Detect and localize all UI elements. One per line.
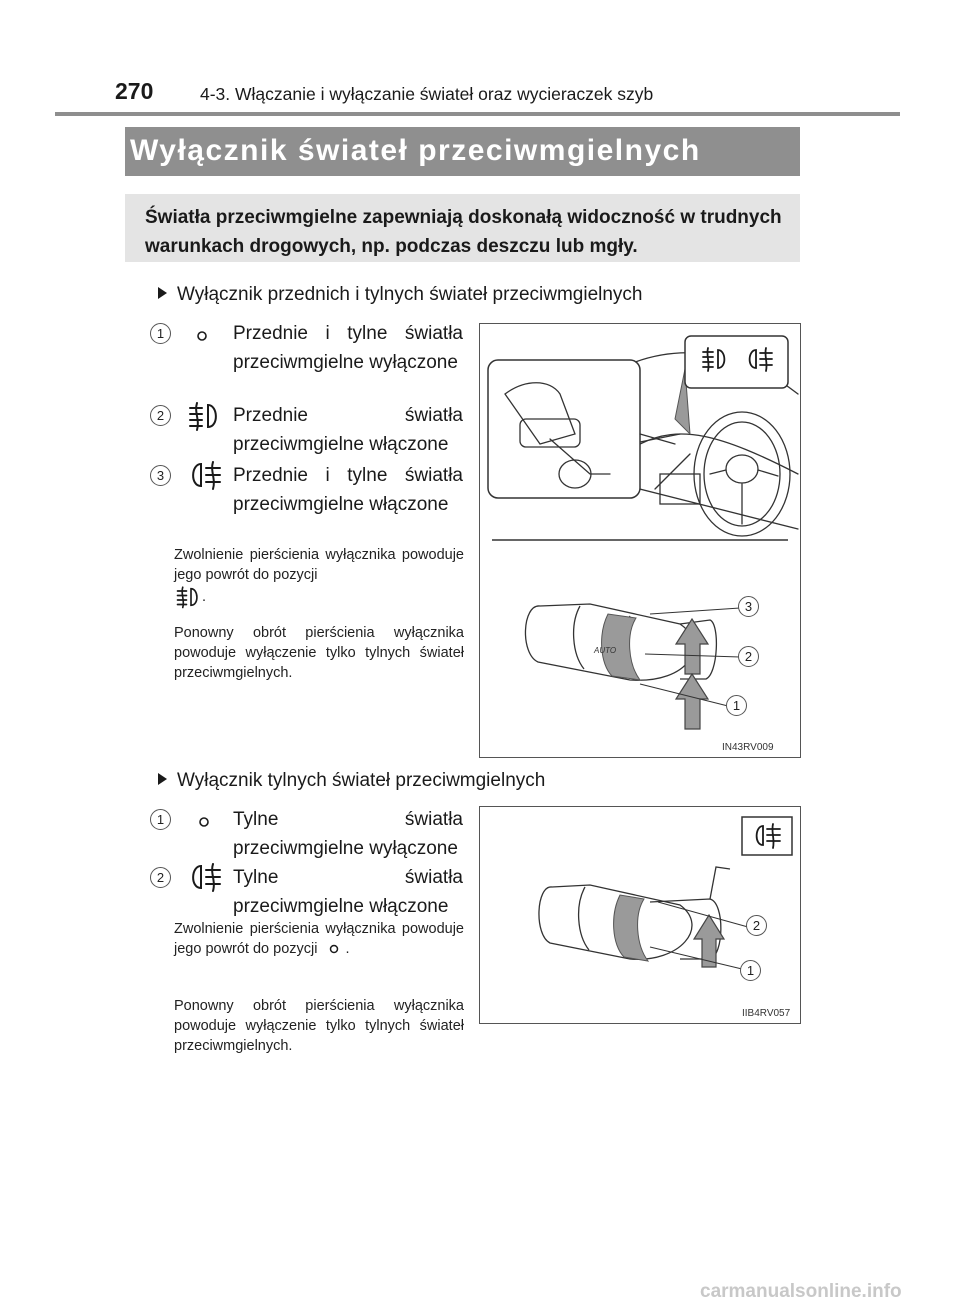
item-description: Przednie i tylne światła przeciwmgielne wyłączone — [233, 323, 463, 373]
item-number: 2 — [150, 405, 171, 426]
triangle-bullet-icon — [158, 287, 167, 299]
note-return-position — [174, 545, 464, 609]
item-description: Przednie światła przeciwmgielne włączone — [233, 405, 463, 455]
item-description: Tylne światła przeciwmgielne wyłączone — [233, 809, 463, 859]
item-description: Przednie i tylne światła przeciwmgielne włączone — [233, 465, 463, 515]
section2-heading — [158, 770, 545, 792]
item-number: 2 — [150, 867, 171, 888]
figure-rear-fog-switch — [479, 806, 801, 1024]
note-rotate-again: Ponowny obrót pierścienia wyłącznika powoduje wyłączenie tylko tylnych świateł przeciwmgielnych. — [174, 998, 464, 1054]
dashboard-illustration — [480, 324, 800, 757]
triangle-bullet-icon — [158, 773, 167, 785]
callout-2: 2 — [746, 915, 767, 936]
off-circle-icon — [198, 816, 210, 828]
callout-1: 1 — [740, 960, 761, 981]
switch-auto-label: AUTO — [594, 646, 617, 655]
page-title: Wyłącznik świateł przeciwmgielnych — [130, 134, 701, 167]
off-circle-icon — [196, 330, 208, 342]
header-rule — [55, 112, 900, 116]
callout-3: 3 — [738, 596, 759, 617]
off-circle-icon — [328, 943, 340, 955]
figure-front-rear-fog-switch — [479, 323, 801, 758]
callout-2: 2 — [738, 646, 759, 667]
item-description: Tylne światła przeciwmgielne włączone — [233, 867, 463, 917]
rear-fog-light-icon — [188, 459, 224, 491]
note-period: . — [202, 588, 207, 605]
front-fog-light-icon — [186, 400, 222, 432]
note-text: Zwolnienie pierścienia wyłącznika powoduje jego powrót do pozycji — [174, 921, 464, 957]
figure-code: IN43RV009 — [722, 742, 774, 753]
page-number: 270 — [115, 78, 154, 104]
section2-heading-text: Wyłącznik tylnych świateł przeciwmgielnych — [177, 770, 546, 791]
rear-fog-light-icon — [188, 861, 224, 893]
section1-heading — [158, 284, 643, 306]
item-number: 1 — [150, 809, 171, 830]
note-rotate-again: Ponowny obrót pierścienia wyłącznika powoduje wyłączenie tylko tylnych świateł przeciwmgielnych. — [174, 625, 464, 681]
item-number: 3 — [150, 465, 171, 486]
intro-text: Światła przeciwmgielne zapewniają doskonałą widoczność w trudnych warunkach drogowych, np. podczas deszczu lub mgły. — [145, 207, 782, 257]
callout-1: 1 — [726, 695, 747, 716]
chapter-header: 4-3. Włączanie i wyłączanie świateł oraz wycieraczek szyb — [200, 84, 654, 104]
note-return-position — [174, 919, 464, 959]
front-fog-light-icon — [174, 585, 202, 609]
note-text: Zwolnienie pierścienia wyłącznika powoduje jego powrót do pozycji — [174, 547, 464, 583]
item-number: 1 — [150, 323, 171, 344]
figure-code: IIB4RV057 — [742, 1008, 791, 1019]
section1-heading-text: Wyłącznik przednich i tylnych świateł przeciwmgielnych — [177, 284, 643, 305]
note-period: . — [345, 941, 350, 957]
watermark: carmanualsonline.info — [700, 1281, 902, 1302]
